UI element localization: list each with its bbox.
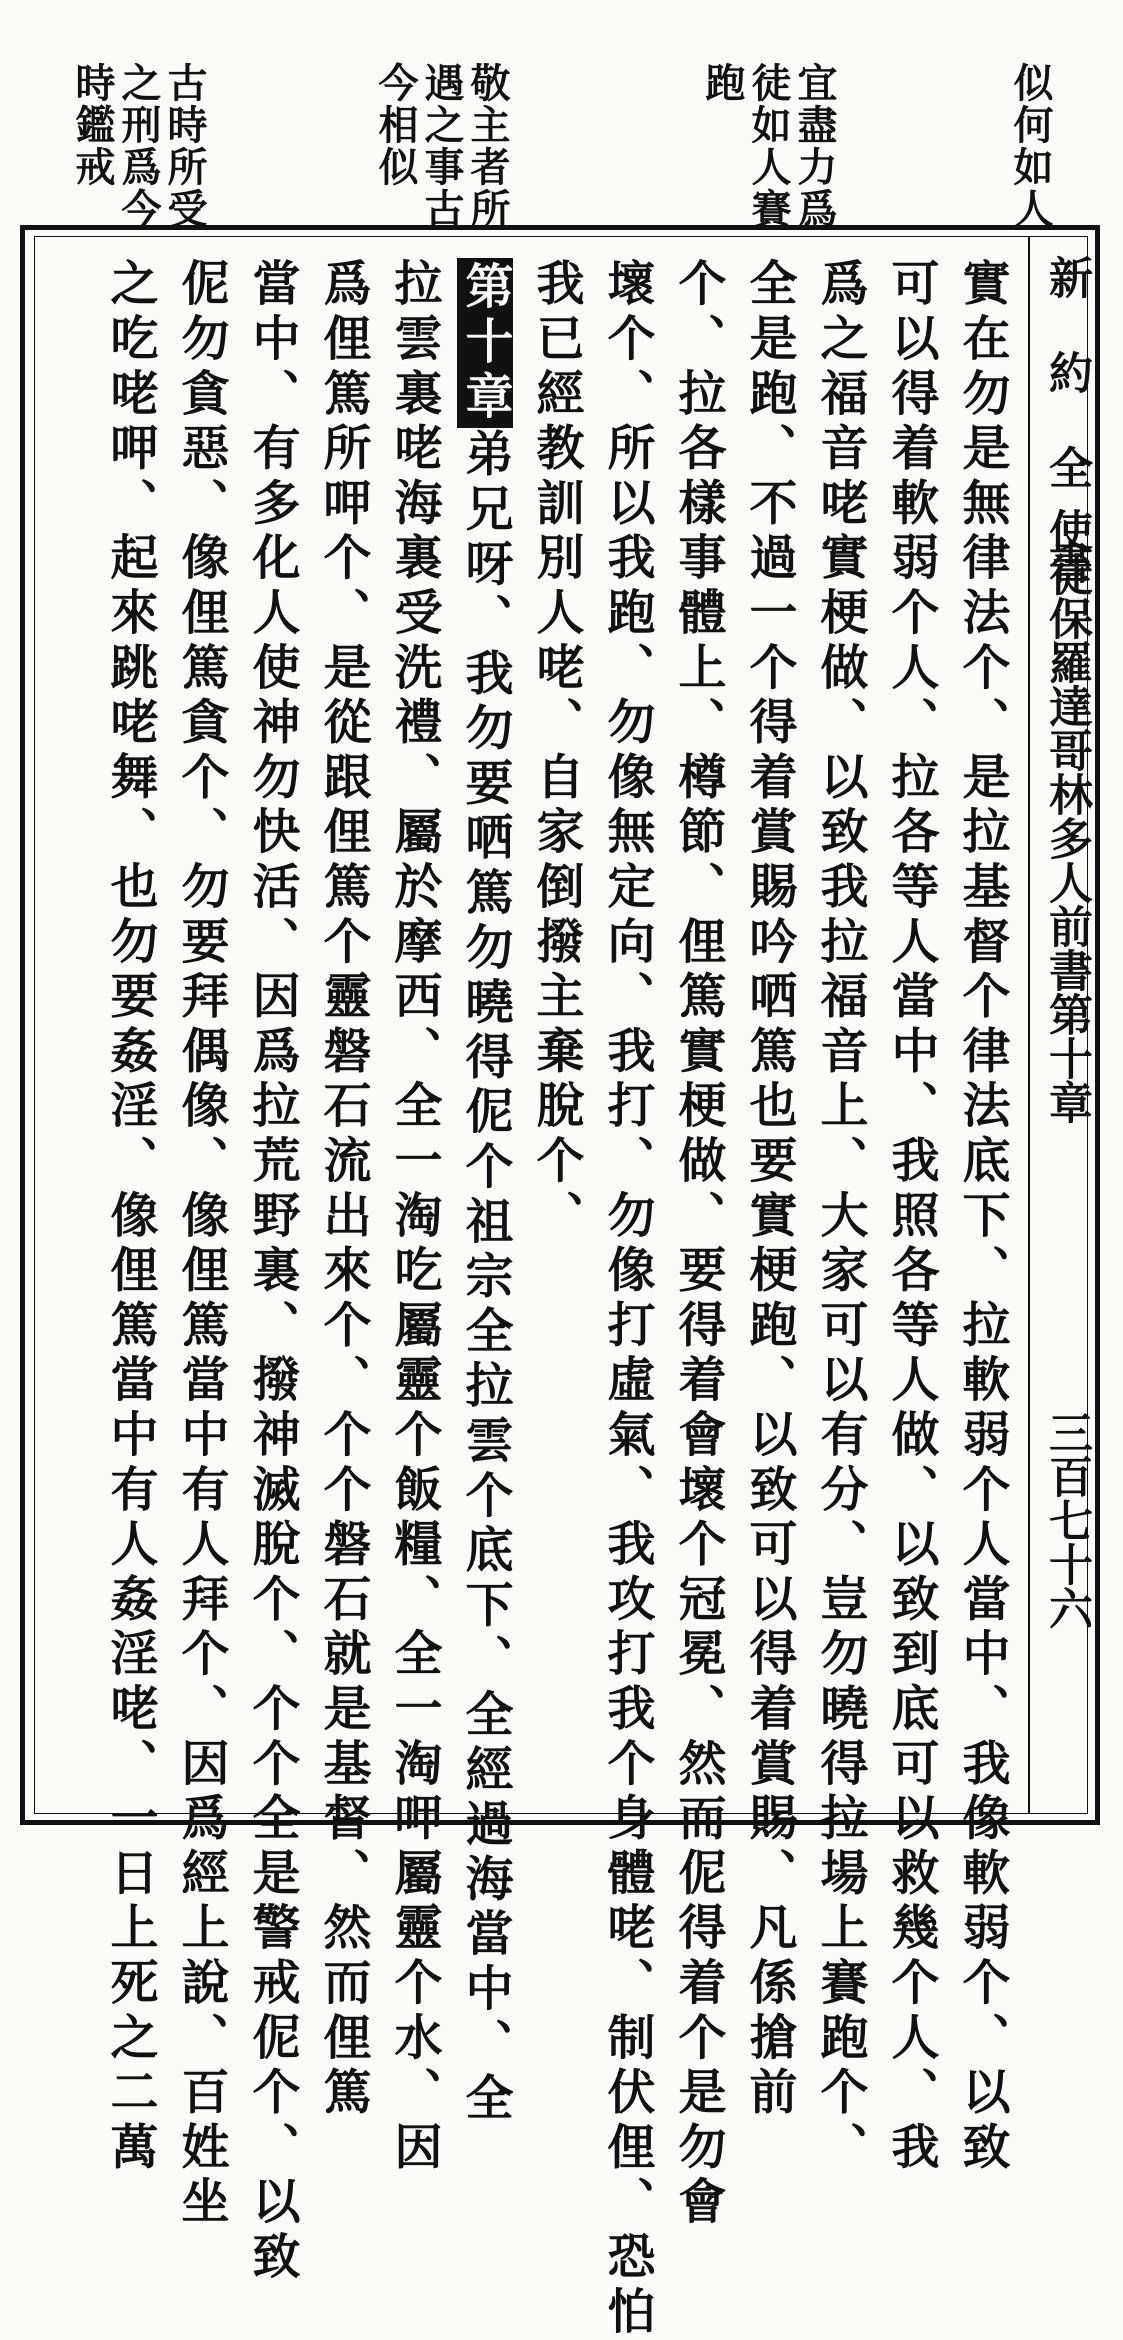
book-title: 新 約 全 書 bbox=[1041, 255, 1092, 584]
side-note-6: 遇之事古 bbox=[418, 62, 465, 230]
side-note-4: 跑 bbox=[699, 62, 746, 104]
text-column-2: 可以得着軟弱个人、拉各等人當中、我照各等人做、以致到底可以救幾个人、我 bbox=[883, 258, 939, 2176]
text-column-10: 爲俚篤所呷个、是從跟俚篤个靈磐石流出來个、个个磐石就是基督、然而俚篤 bbox=[315, 258, 371, 2122]
header-divider bbox=[1028, 236, 1030, 1814]
text-column-9: 拉雲裏咾海裏受洗禮、屬於摩西、全一淘吃屬靈个飯糧、全一淘呷屬靈个水、因 bbox=[386, 258, 442, 2176]
side-note-2: 宜盡力爲 bbox=[791, 62, 838, 230]
text-column-6: 壞个、所以我跑、勿像無定向、我打、勿像打虛氣、我攻打我个身體咾、制伏俚、恐怕 bbox=[599, 258, 655, 2340]
text-column-11: 當中、有多化人使神勿快活、因爲拉荒野裏、撥神滅脫个、个个全是警戒伲个、以致 bbox=[244, 258, 300, 2286]
side-note-10: 時鑑戒 bbox=[69, 62, 116, 188]
text-column-4: 全是跑、不過一个得着賞賜吟哂篤也要實梗跑、以致可以得着賞賜、凡係搶前 bbox=[741, 258, 797, 2122]
side-note-7: 今相似 bbox=[372, 62, 419, 188]
page-number: 三百七十六 bbox=[1041, 1410, 1092, 1630]
text-column-1: 實在勿是無律法个、是拉基督个律法底下、拉軟弱个人當中、我像軟弱个、以致 bbox=[954, 258, 1010, 2176]
chapter-heading: 使徒保羅達哥林多人前書第十章 bbox=[1041, 508, 1092, 1124]
text-column-8 bbox=[457, 258, 513, 2128]
side-note-9: 之刑爲今 bbox=[115, 62, 162, 230]
text-column-7: 我已經教訓別人咾、自家倒撥主棄脫个、 bbox=[528, 258, 584, 1245]
text-column-5: 个、拉各樣事體上、樽節、俚篤實梗做、要得着會壞个冠冕、然而伲得着个是勿會 bbox=[670, 258, 726, 2231]
chapter-label: 第十章 bbox=[457, 258, 513, 428]
side-note-8: 古時所受 bbox=[161, 62, 208, 230]
text-column-13: 之吃咾呷、起來跳咾舞、也勿要姦淫、像俚篤當中有人姦淫咾、一日上死之二萬 bbox=[102, 258, 158, 2176]
side-note-1: 似何如人 bbox=[1007, 62, 1054, 230]
text-column-12: 伲勿貪惡、像俚篤貪个、勿要拜偶像、像俚篤當中有人拜个、因爲經上說、百姓坐 bbox=[173, 258, 229, 2231]
side-note-5: 敬主者所 bbox=[464, 62, 511, 230]
text-column-8-body: 弟兄呀、我勿要哂篤勿曉得伲个祖宗全拉雲个底下、全經過海當中、全 bbox=[457, 428, 513, 2128]
side-note-3: 徒如人賽 bbox=[745, 62, 792, 230]
text-column-3: 爲之福音咾實梗做、以致我拉福音上、大家可以有分、豈勿曉得拉場上賽跑个、 bbox=[812, 258, 868, 2176]
